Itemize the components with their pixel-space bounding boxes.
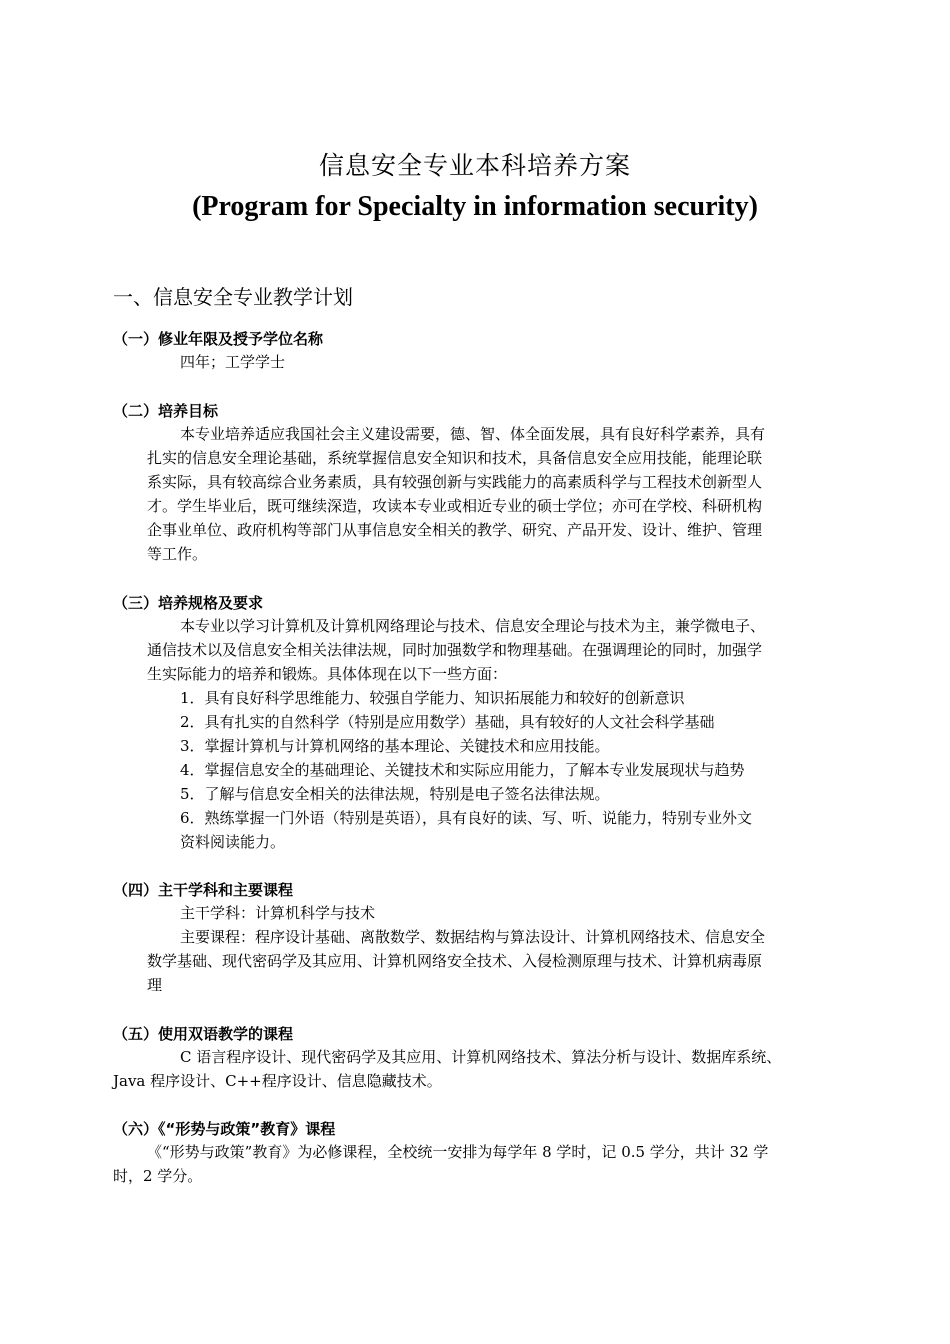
- section-6-line: 《“形势与政策”教育》为必修课程，全校统一安排为每学年 8 学时，记 0.5 学分，共计 32 学: [147, 1143, 769, 1161]
- section-3-line: 生实际能力的培养和锻炼。具体体现在以下一些方面：: [147, 665, 508, 683]
- section-1-line: 四年；工学学士: [180, 353, 286, 371]
- section-2-line: 扎实的信息安全理论基础，系统掌握信息安全知识和技术，具备信息安全应用技能，能理论联: [147, 449, 763, 467]
- section-4-line: 主要课程：程序设计基础、离散数学、数据结构与算法设计、计算机网络技术、信息安全: [180, 928, 766, 946]
- section-2-line: 企事业单位、政府机构等部门从事信息安全相关的教学、研究、产品开发、设计、维护、管理: [147, 521, 763, 539]
- section-2-line: 系实际，具有较高综合业务素质，具有较强创新与实践能力的高素质科学与工程技术创新型人: [147, 473, 763, 491]
- section-3-line: 通信技术以及信息安全相关法律法规，同时加强数学和物理基础。在强调理论的同时，加强学: [147, 641, 763, 659]
- requirement-item-continued: 资料阅读能力。: [180, 833, 286, 851]
- part-heading: 一、信息安全专业教学计划: [113, 285, 353, 309]
- section-4-line: 主干学科：计算机科学与技术: [180, 904, 376, 922]
- requirement-item: 2．具有扎实的自然科学（特别是应用数学）基础，具有较好的人文社会科学基础: [180, 713, 715, 731]
- section-heading-6: （六）《“形势与政策”教育》课程: [113, 1120, 336, 1138]
- section-5-line: Java 程序设计、C++程序设计、信息隐藏技术。: [113, 1072, 442, 1090]
- title-english: (Program for Specialty in information security): [192, 191, 758, 222]
- section-heading-1: （一）修业年限及授予学位名称: [113, 330, 324, 348]
- section-6-line: 时，2 学分。: [113, 1167, 203, 1185]
- requirement-item: 1．具有良好科学思维能力、较强自学能力、知识拓展能力和较好的创新意识: [180, 689, 685, 707]
- section-5-line: C 语言程序设计、现代密码学及其应用、计算机网络技术、算法分析与设计、数据库系统、: [180, 1048, 782, 1066]
- section-heading-4: （四）主干学科和主要课程: [113, 881, 294, 899]
- section-heading-5: （五）使用双语教学的课程: [113, 1025, 294, 1043]
- section-3-line: 本专业以学习计算机及计算机网络理论与技术、信息安全理论与技术为主，兼学微电子、: [180, 617, 766, 635]
- section-2-line: 才。学生毕业后，既可继续深造，攻读本专业或相近专业的硕士学位；亦可在学校、科研机构: [147, 497, 763, 515]
- requirement-item: 6．熟练掌握一门外语（特别是英语），具有良好的读、写、听、说能力，特别专业外文: [180, 809, 753, 827]
- section-2-line: 等工作。: [147, 545, 208, 563]
- section-heading-2: （二）培养目标: [113, 402, 219, 420]
- section-4-line: 理: [147, 976, 163, 994]
- section-heading-3: （三）培养规格及要求: [113, 594, 264, 612]
- requirement-item: 3．掌握计算机与计算机网络的基本理论、关键技术和应用技能。: [180, 737, 610, 755]
- requirement-item: 5．了解与信息安全相关的法律法规，特别是电子签名法律法规。: [180, 785, 610, 803]
- section-4-line: 数学基础、现代密码学及其应用、计算机网络安全技术、入侵检测原理与技术、计算机病毒原: [147, 952, 763, 970]
- title-chinese: 信息安全专业本科培养方案: [318, 151, 631, 180]
- requirement-item: 4．掌握信息安全的基础理论、关键技术和实际应用能力，了解本专业发展现状与趋势: [180, 761, 745, 779]
- section-2-line: 本专业培养适应我国社会主义建设需要，德、智、体全面发展，具有良好科学素养，具有: [180, 425, 766, 443]
